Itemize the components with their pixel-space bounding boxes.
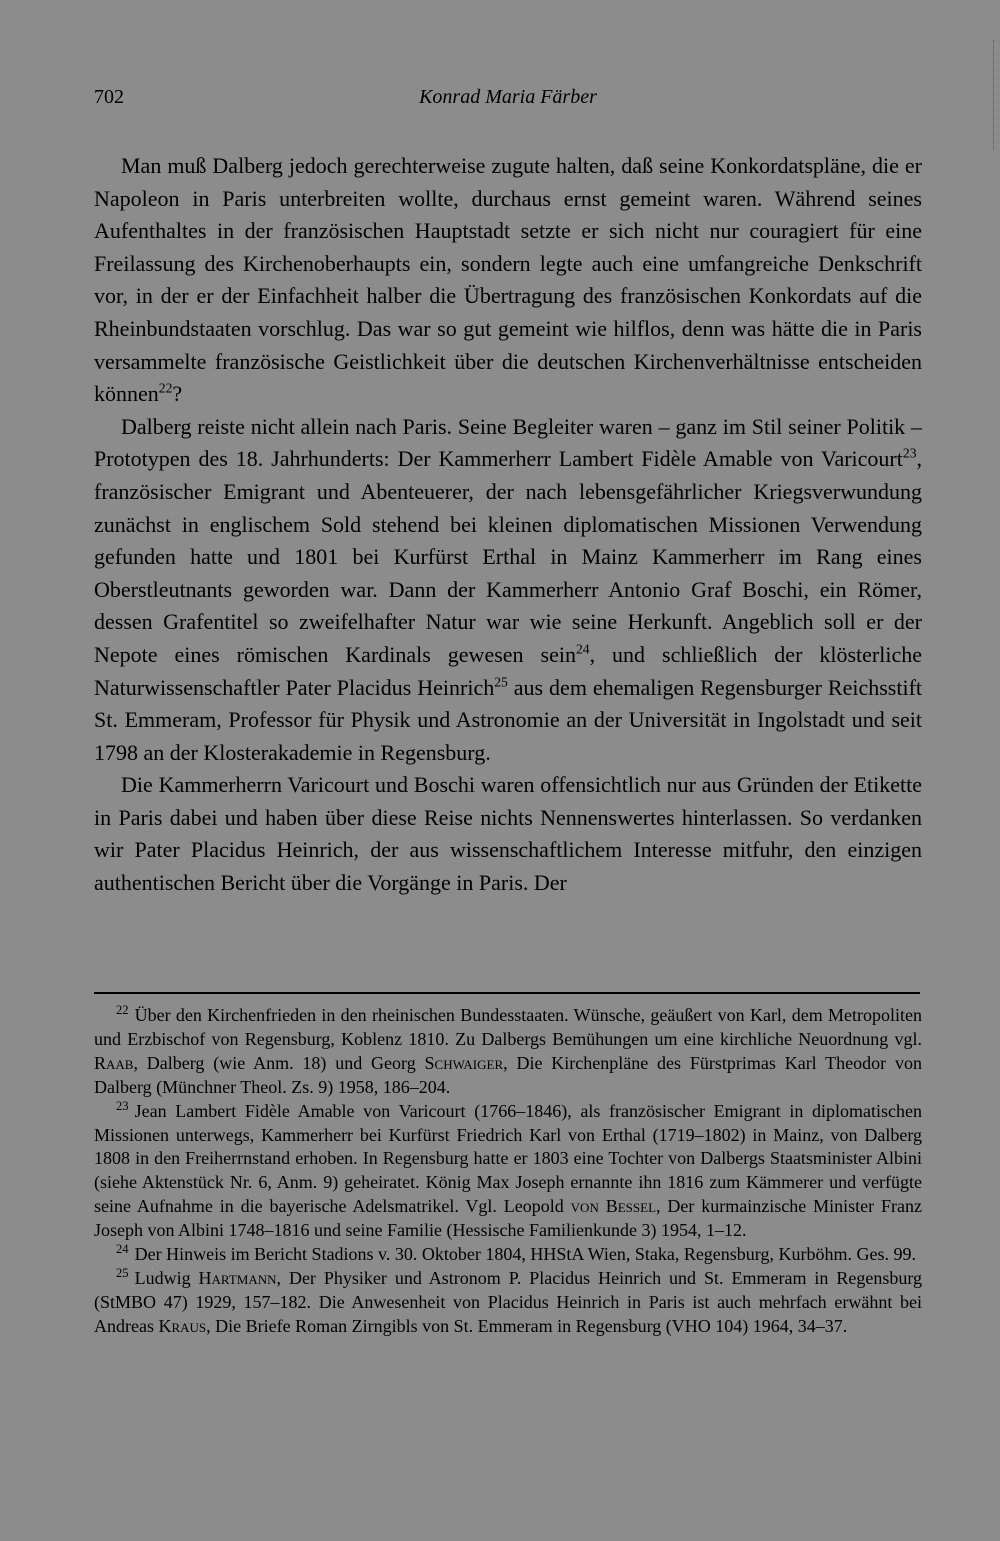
author-name: Kraus [158,1315,207,1336]
paragraph-text: Dalberg reiste nicht allein nach Paris. Seine Begleiter waren – ganz im Stil seiner Politik – Prototypen des 18. Jahrhunderts: Der Kammerherr Lambert Fidèle Amable von Varicourt [94,413,922,472]
footnote-ref: 24 [575,641,590,657]
footnote-number: 23 [116,1098,129,1113]
footnote-number: 25 [116,1265,129,1280]
footnote-number: 22 [116,1003,129,1017]
footnote [94,1243,922,1267]
page-number: 702 [94,86,124,108]
scan-edge-marks [989,40,994,150]
author-name: Schwaiger [424,1052,504,1073]
footnote-text: , Der Physiker und Astronom P. Placidus Heinrich und St. Emmeram in Regensburg (StMBO 47) 1929, 157–182. Die Anwesenheit von Placidus Heinrich in Paris ist auch mehrfach erwähnt bei Andreas [94,1267,922,1336]
footnote-text: Jean Lambert Fidèle Amable von Varicourt (1766–1846), als französischer Emigrant in diplomatischen Missionen unterwegs, Kammerherr bei Kurfürst Friedrich Karl von Erthal (1719–1802) in Mainz, von Dalberg 1808 in den Freiherrnstand erhoben. In Regensburg hatte er 1803 eine Tochter von Dalbergs Staatsminister Albini (siehe Aktenstück Nr. 6, Anm. 9) geheiratet. König Max Joseph ernannte ihn 1816 zum Kämmerer und verfügte seine Aufnahme in die bayerische Adelsmatrikel. Vgl. Leopold [94,1100,922,1217]
footnote-number: 24 [116,1242,129,1257]
footnote-ref: 23 [902,446,917,462]
paragraph-text: , französischer Emigrant und Abenteuerer, der nach lebensgefährlicher Kriegsverwundung zunächst in englischem Sold stehend bei kleinen diplomatischen Missionen Verwendung gefunden hatte und 1801 bei Kurfürst Erthal in Mainz Kammerherr im Rang eines Oberstleutnants geworden war. Dann der Kammerherr Antonio Graf Boschi, ein Römer, dessen Grafentitel so zweifelhafter Natur war wie seine Herkunft. Angeblich soll er der Nepote eines römischen Kardinals gewesen sein [94,446,922,667]
paragraph-text: Man muß Dalberg jedoch gerechterweise zugute halten, daß seine Konkordatspläne, die er Napoleon in Paris unterbreiten wollte, durchaus ernst gemeint waren. Während seines Aufenthaltes in der französischen Hauptstadt setzte er sich nicht nur couragiert für eine Freilassung des Kirchenoberhaupts ein, sondern legte auch eine umfangreiche Denkschrift vor, in der er der Einfachheit halber die Übertragung des französischen Konkordats auf die Rheinbundstaaten vorschlug. Das war so gut gemeint wie hilflos, denn was hätte die in Paris versammelte französische Geistlichkeit über die deutschen Kirchenverhältnisse entscheiden können [94,153,922,407]
footnote-text: , Dalberg (wie Anm. 18) und Georg [133,1052,425,1073]
footnote-text: , Die Kirchenpläne des Fürstprimas Karl Theodor von Dalberg (Münchner Theol. Zs. 9) 1958, 186–204. [94,1052,922,1097]
footnote-text: , Die Briefe Roman Zirngibls von St. Emmeram in Regensburg (VHO 104) 1964, 34–37. [206,1315,848,1336]
author-name: von Bessel [570,1196,657,1217]
paragraph [94,150,922,411]
footnote-text: Über den Kirchenfrieden in den rheinischen Bundesstaaten. Wünsche, geäußert von Karl, dem Metropoliten und Erzbischof von Regensburg, Koblenz 1810. Zu Dalbergs Bemühungen um eine kirchliche Neuordnung vgl. [94,1005,922,1049]
paragraph-text: ? [172,381,183,407]
running-head-author: Konrad Maria Färber [419,86,597,108]
footnote-text: Ludwig [134,1267,199,1288]
footnote [94,1267,922,1339]
paragraph [94,411,922,770]
paragraph: Die Kammerherrn Varicourt und Boschi waren offensichtlich nur aus Gründen der Etikette in Paris dabei und haben über diese Reise nichts Nennenswertes hinterlassen. So verdanken wir Pater Placidus Heinrich, der aus wissenschaftlichem Interesse mitfuhr, den einzigen authentischen Bericht über die Vorgänge in Paris. Der [94,772,922,896]
footnotes [94,1004,922,1339]
page-header [94,86,922,116]
author-name: Raab [94,1052,134,1073]
main-text [94,150,922,900]
footnote-text: Der Hinweis im Bericht Stadions v. 30. Oktober 1804, HHStA Wien, Staka, Regensburg, Kurböhm. Ges. 99. [134,1244,916,1265]
paragraph-text: aus dem ehemaligen Regensburger Reichsstift St. Emmeram, Professor für Physik und Astronomie an der Universität in Ingolstadt und seit 1798 an der Klosterakademie in Regensburg. [94,674,923,765]
paragraph-text: , und schließlich der klösterliche Naturwissenschaftler Pater Placidus Heinrich [94,641,922,700]
author-name: Hartmann [198,1267,277,1288]
footnote-divider [94,992,920,994]
footnote [94,1100,922,1243]
footnote [94,1004,922,1100]
footnote-text: , Der kurmainzische Minister Franz Joseph von Albini 1748–1816 und seine Familie (Hessische Familienkunde 3) 1954, 1–12. [94,1196,922,1241]
footnote-ref: 25 [494,674,508,690]
footnote-ref: 22 [158,380,173,396]
